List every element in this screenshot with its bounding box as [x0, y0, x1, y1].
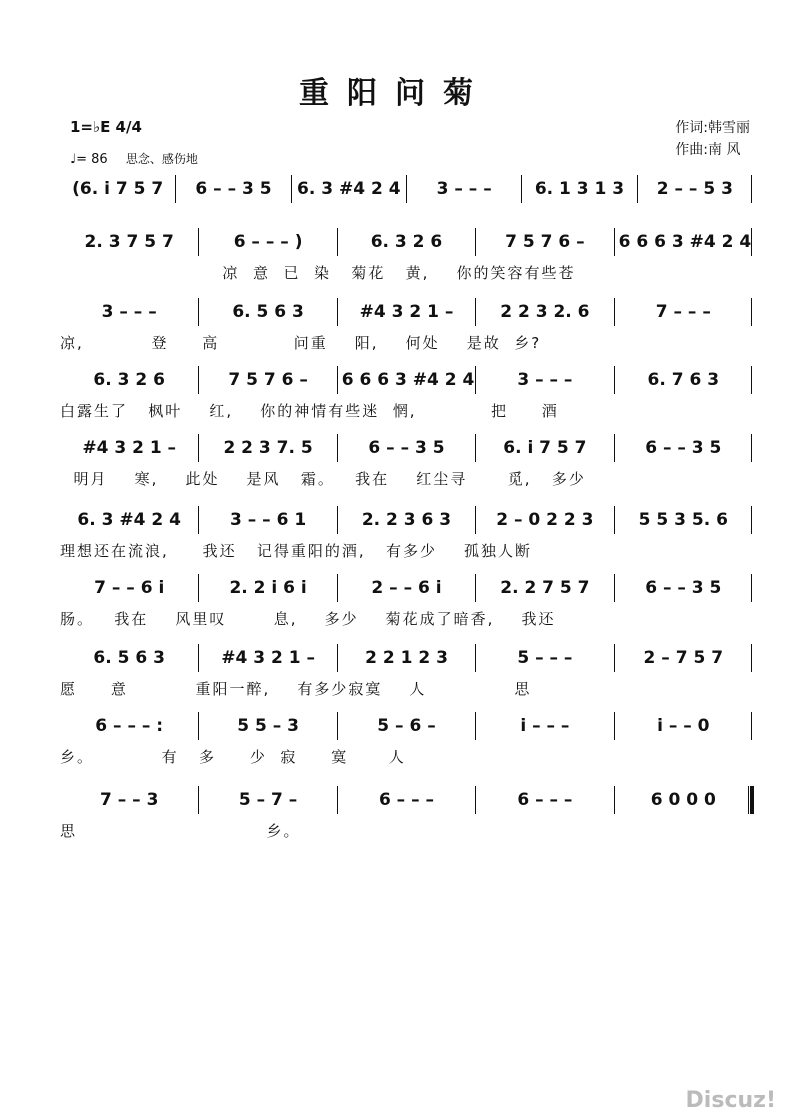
measure: 3 – – –	[101, 302, 157, 322]
lyric-line: 乡。 有 多 少 寂 寞 人	[60, 748, 406, 766]
notes-line	[60, 175, 752, 203]
measure: 5 – 6 –	[337, 712, 475, 740]
barline	[751, 228, 752, 256]
lyric-line: 凉 意 已 染 菊花 黄, 你的笑容有些苍	[60, 264, 576, 282]
barline	[751, 298, 752, 326]
barline	[751, 644, 752, 672]
measure: 2 – 7 5 7	[614, 644, 752, 672]
measure: 6. 3 2 6	[93, 370, 165, 390]
measure: 2. 2 3 6 3	[337, 506, 475, 534]
barline	[751, 506, 752, 534]
lyric-line	[60, 209, 752, 229]
lyric-line: 肠。 我在 风里叹 息, 多少 菊花成了暗香, 我还	[60, 610, 556, 628]
notes-line	[60, 644, 752, 672]
measure: 2 2 1 2 3	[337, 644, 475, 672]
measure: 2 2 3 2. 6	[475, 298, 613, 326]
measure: 7 5 7 6 –	[475, 228, 613, 256]
measure: 2. 2 i 6 i	[198, 574, 336, 602]
lyric-line: 凉, 登 高 问重 阳, 何处 是故 乡?	[60, 334, 542, 352]
measure: 6 – – – :	[95, 716, 164, 736]
measure: 6. 5 6 3	[93, 648, 165, 668]
key-signature: 1=♭E 4/4	[70, 118, 142, 136]
measure: 6. 7 6 3	[614, 366, 752, 394]
measure: (6. i 7 5 7	[72, 179, 164, 199]
tempo-marking	[70, 150, 198, 167]
measure: 7 – – –	[614, 298, 752, 326]
measure: 6 – – –	[475, 786, 613, 814]
measure: #4 3 2 1 –	[337, 298, 475, 326]
song-title: 重阳问菊	[299, 76, 491, 111]
measure: 6 – – –	[337, 786, 475, 814]
measure: 2. 2 7 5 7	[475, 574, 613, 602]
measure: 6. 5 6 3	[198, 298, 336, 326]
notes-line	[60, 712, 752, 740]
measure: 6. 1 3 1 3	[521, 175, 636, 203]
measure: 6. 3 2 6	[337, 228, 475, 256]
measure: 5 5 3 5. 6	[614, 506, 752, 534]
barline	[751, 712, 752, 740]
lyric-line: 明月 寒, 此处 是风 霜。 我在 红尘寻 觅, 多少	[60, 470, 586, 488]
barline	[751, 434, 752, 462]
measure: i – – 0	[614, 712, 752, 740]
barline	[748, 786, 754, 814]
mood-marking: 思念、感伤地	[125, 152, 198, 166]
measure: 6 – – 3 5	[614, 574, 752, 602]
measure: 5 – – –	[475, 644, 613, 672]
measure: 7 5 7 6 –	[198, 366, 336, 394]
lyric-line: 愿 意 重阳一醉, 有多少寂寞 人 思	[60, 680, 532, 698]
notes-line	[60, 298, 752, 326]
measure: 6. 3 #4 2 4	[77, 510, 181, 530]
lyric-line: 白露生了 枫叶 红, 你的神情有些迷 惘, 把 酒	[60, 402, 559, 420]
measure: 5 5 – 3	[198, 712, 336, 740]
measure: 6 – – – )	[198, 228, 336, 256]
measure: 6. i 7 5 7	[475, 434, 613, 462]
tempo-value: ♩= 86	[70, 152, 108, 167]
measure: 2 – – 5 3	[637, 175, 752, 203]
measure: 3 – – –	[406, 175, 521, 203]
measure: 3 – – –	[475, 366, 613, 394]
barline	[751, 574, 752, 602]
measure: 6 – – 3 5	[175, 175, 290, 203]
notes-line	[60, 228, 752, 256]
measure: 2 – – 6 i	[337, 574, 475, 602]
measure: #4 3 2 1 –	[198, 644, 336, 672]
lyric-line: 思 乡。	[60, 822, 301, 840]
measure: 2 2 3 7. 5	[198, 434, 336, 462]
measure: 7 – – 3	[99, 790, 159, 810]
watermark-logo: Discuz!	[685, 1088, 776, 1113]
notes-line	[60, 506, 752, 534]
measure: 6 6 6 3 #4 2 4	[614, 228, 752, 256]
measure: 6 0 0 0	[614, 786, 752, 814]
barline	[751, 175, 752, 203]
credits	[675, 117, 750, 161]
lyricist-credit: 作词:韩雪丽	[675, 120, 750, 136]
measure: 5 – 7 –	[198, 786, 336, 814]
notes-line	[60, 366, 752, 394]
measure: #4 3 2 1 –	[82, 438, 177, 458]
measure: 2. 3 7 5 7	[84, 232, 174, 252]
composer-credit: 作曲:南 风	[675, 142, 741, 158]
measure: 6 – – 3 5	[337, 434, 475, 462]
notes-line	[60, 434, 752, 462]
measure: 6 – – 3 5	[614, 434, 752, 462]
measure: i – – –	[475, 712, 613, 740]
lyric-line: 理想还在流浪, 我还 记得重阳的酒, 有多少 孤独人断	[60, 542, 533, 560]
measure: 6. 3 #4 2 4	[291, 175, 406, 203]
measure: 6 6 6 3 #4 2 4	[337, 366, 475, 394]
measure: 3 – – 6 1	[198, 506, 336, 534]
measure: 2 – 0 2 2 3	[475, 506, 613, 534]
notes-line	[60, 786, 752, 814]
notes-line	[60, 574, 752, 602]
measure: 7 – – 6 i	[94, 578, 165, 598]
barline	[751, 366, 752, 394]
